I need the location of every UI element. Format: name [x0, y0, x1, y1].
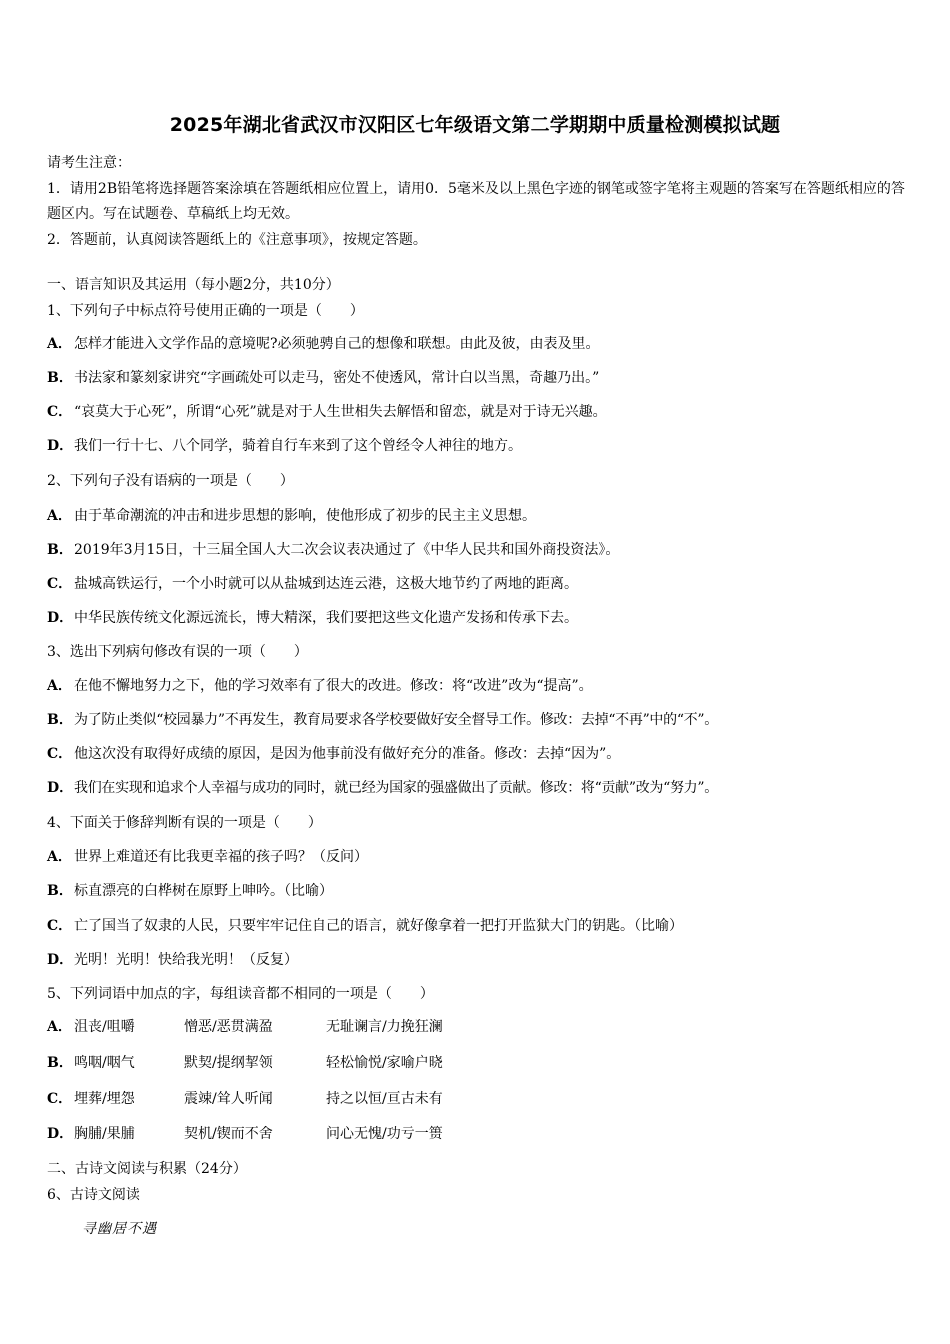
question-5-option-c	[47, 1088, 443, 1110]
question-5-option-b	[47, 1052, 443, 1074]
option-text: 他这次没有取得好成绩的原因，是因为他事前没有做好充分的准备。修改：去掉“因为”。	[74, 746, 621, 762]
section-2-heading: 二、古诗文阅读与积累（24分）	[47, 1161, 247, 1177]
option-text: 光明！光明！快给我光明！（反复）	[74, 952, 298, 968]
question-5-option-d	[47, 1123, 443, 1145]
option-letter: D．	[47, 1126, 74, 1142]
question-2-option-c	[47, 573, 578, 595]
option-letter: D．	[47, 610, 74, 626]
word-group-2: 默契/提纲挈领	[184, 1055, 273, 1071]
option-text: 怎样才能进入文学作品的意境呢?必须驰骋自己的想像和联想。由此及彼，由表及里。	[74, 336, 600, 352]
notice-block	[47, 151, 907, 253]
question-4-option-b	[47, 880, 333, 902]
question-3-option-b	[47, 709, 718, 731]
notice-item-1: 1．请用2B铅笔将选择题答案涂填在答题纸相应位置上，请用0．5毫米及以上黑色字迹的钢笔或签字笔将主观题的答案写在答题纸相应的答题区内。写在试题卷、草稿纸上均无效。	[47, 180, 905, 222]
word-group-1: 鸣咽/咽气	[74, 1055, 135, 1071]
option-letter: B．	[47, 883, 73, 899]
question-5-stem: 5、下列词语中加点的字，每组读音都不相同的一项是（ ）	[47, 986, 434, 1002]
option-letter: B．	[47, 712, 73, 728]
question-4-stem: 4、下面关于修辞判断有误的一项是（ ）	[47, 815, 322, 831]
option-text: 我们在实现和追求个人幸福与成功的同时，就已经为国家的强盛做出了贡献。修改：将“贡献”改为“努力”。	[74, 780, 718, 796]
option-text: 标直漂亮的白桦树在原野上呻吟。（比喻）	[74, 883, 333, 899]
question-2-option-d	[47, 607, 578, 629]
question-2-stem: 2、下列句子没有语病的一项是（ ）	[47, 473, 294, 489]
question-3-option-c	[47, 743, 620, 765]
question-1-stem: 1、下列句子中标点符号使用正确的一项是（ ）	[47, 303, 364, 319]
question-3-option-a	[47, 675, 593, 697]
notice-heading: 请考生注意：	[47, 155, 131, 171]
word-group-1: 胸脯/果脯	[74, 1126, 135, 1142]
option-letter: B．	[47, 370, 73, 386]
word-group-3: 无耻谰言/力挽狂澜	[326, 1019, 443, 1035]
poem-title: 寻幽居不遇	[82, 1221, 157, 1237]
question-4-option-c	[47, 915, 683, 937]
option-letter: A．	[47, 336, 72, 352]
question-1-option-d	[47, 435, 522, 457]
word-group-2: 契机/锲而不舍	[184, 1126, 273, 1142]
question-5-option-a	[47, 1016, 443, 1038]
option-text: 2019年3月15日，十三届全国人大二次会议表决通过了《中华人民共和国外商投资法》。	[74, 542, 620, 558]
option-letter: D．	[47, 952, 74, 968]
option-letter: A．	[47, 849, 72, 865]
question-3-option-d	[47, 777, 718, 799]
question-1-option-b	[47, 367, 599, 389]
option-text: 由于革命潮流的冲击和进步思想的影响，使他形成了初步的民主主义思想。	[74, 508, 536, 524]
word-group-3: 持之以恒/亘古未有	[326, 1091, 443, 1107]
question-3-stem: 3、选出下列病句修改有误的一项（ ）	[47, 644, 308, 660]
option-text: 亡了国当了奴隶的人民，只要牢牢记住自己的语言，就好像拿着一把打开监狱大门的钥匙。（比喻）	[74, 918, 683, 934]
option-text: “哀莫大于心死”，所谓“心死”就是对于人生世相失去解悟和留恋，就是对于诗无兴趣。	[74, 404, 607, 420]
word-group-3: 轻松愉悦/家喻户晓	[326, 1055, 443, 1071]
option-letter: C．	[47, 918, 73, 934]
option-text: 我们一行十七、八个同学，骑着自行车来到了这个曾经令人神往的地方。	[74, 438, 522, 454]
option-letter: A．	[47, 1019, 72, 1035]
option-letter: A．	[47, 508, 72, 524]
option-text: 世界上难道还有比我更幸福的孩子吗？（反问）	[74, 849, 368, 865]
option-text: 中华民族传统文化源远流长，博大精深，我们要把这些文化遗产发扬和传承下去。	[74, 610, 578, 626]
question-6-stem: 6、古诗文阅读	[47, 1187, 140, 1203]
option-letter: D．	[47, 780, 74, 796]
question-1-option-a	[47, 333, 600, 355]
question-4-option-a	[47, 846, 368, 868]
question-4-option-d	[47, 949, 298, 971]
option-letter: C．	[47, 1091, 73, 1107]
option-letter: B．	[47, 542, 73, 558]
question-2-option-a	[47, 505, 536, 527]
question-1-option-c	[47, 401, 607, 423]
option-letter: A．	[47, 678, 72, 694]
page-title: 2025年湖北省武汉市汉阳区七年级语文第二学期期中质量检测模拟试题	[169, 114, 781, 136]
notice-item-2: 2．答题前，认真阅读答题纸上的《注意事项》，按规定答题。	[47, 231, 427, 248]
option-letter: C．	[47, 576, 73, 592]
option-letter: C．	[47, 404, 73, 420]
option-text: 书法家和篆刻家讲究“字画疏处可以走马，密处不使透风，常计白以当黑，奇趣乃出。”	[74, 370, 600, 386]
word-group-3: 问心无愧/功亏一篑	[326, 1126, 443, 1142]
option-text: 在他不懈地努力之下，他的学习效率有了很大的改进。修改：将“改进”改为“提高”。	[74, 678, 593, 694]
option-letter: B．	[47, 1055, 73, 1071]
option-text: 为了防止类似“校园暴力”不再发生，教育局要求各学校要做好安全督导工作。修改：去掉“不再”中的“不”。	[74, 712, 718, 728]
option-letter: C．	[47, 746, 73, 762]
word-group-1: 沮丧/咀嚼	[74, 1019, 135, 1035]
word-group-2: 震竦/耸人听闻	[184, 1091, 273, 1107]
word-group-1: 埋葬/埋怨	[74, 1091, 135, 1107]
option-letter: D．	[47, 438, 74, 454]
question-2-option-b	[47, 539, 619, 561]
section-1-heading: 一、语言知识及其运用（每小题2分，共10分）	[47, 277, 340, 293]
option-text: 盐城高铁运行，一个小时就可以从盐城到达连云港，这极大地节约了两地的距离。	[74, 576, 578, 592]
word-group-2: 憎恶/恶贯满盈	[184, 1019, 273, 1035]
